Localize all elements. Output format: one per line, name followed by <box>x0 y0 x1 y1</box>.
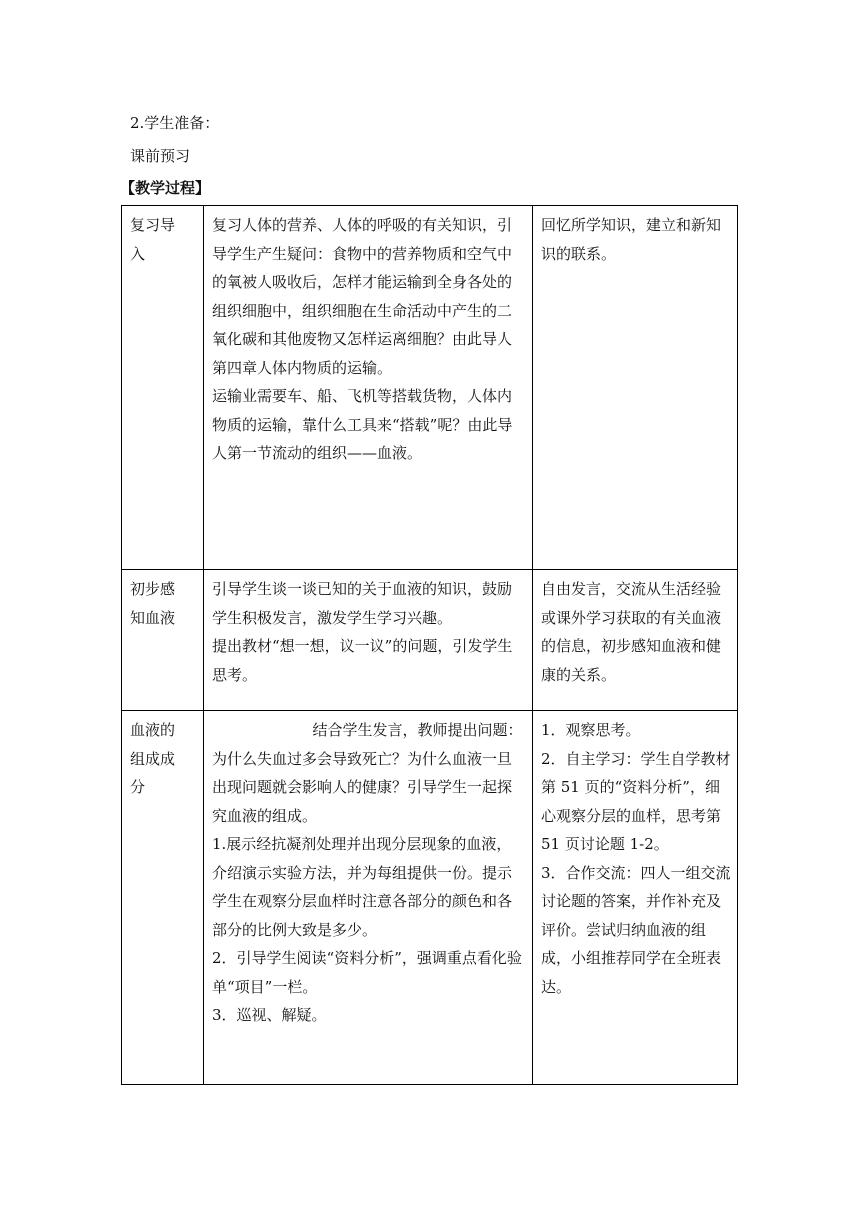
student-paragraph: 回忆所学知识，建立和新知识的联系。 <box>541 216 722 263</box>
teacher-activity-cell <box>204 711 533 1085</box>
teacher-paragraph: 提出教材“想一想，议一议”的问题，引发学生思考。 <box>212 637 513 684</box>
teacher-paragraph: 2．引导学生阅读“资料分析”，强调重点看化验单“项目”一栏。 <box>212 949 522 996</box>
student-paragraph: 1．观察思考。 <box>541 721 641 739</box>
teacher-activity-cell <box>204 206 533 570</box>
student-paragraph: 2．自主学习：学生自学教材第 51 页的“资料分析”，细心观察分层的血样，思考第 51 页讨论题 1-2。 <box>541 749 731 853</box>
teacher-paragraph: 运输业需要车、船、飞机等搭载货物，人体内物质的运输，靠什么工具来“搭载”呢？由此导人第一节流动的组织——血液。 <box>212 387 513 462</box>
stage-label: 复习导入 <box>130 216 176 263</box>
student-paragraph: 3．合作交流：四人一组交流讨论题的答案，并作补充及评价。尝试归纳血液的组成，小组推荐同学在全班表达。 <box>541 863 731 996</box>
stage-cell <box>122 570 204 711</box>
teaching-process-table <box>121 205 738 1085</box>
stage-label: 初步感知血液 <box>130 580 176 627</box>
teacher-paragraph: 3．巡视、解疑。 <box>212 1006 327 1024</box>
student-activity-cell <box>533 711 738 1085</box>
table-row <box>122 570 738 711</box>
student-activity-cell <box>533 206 738 570</box>
section-title: 【教学过程】 <box>120 179 211 197</box>
stage-cell <box>122 711 204 1085</box>
student-activity-cell <box>533 570 738 711</box>
student-preparation-heading: 2.学生准备： <box>130 114 220 132</box>
teacher-paragraph: 结合学生发言，教师提出问题：为什么失血过多会导致死亡？为什么血液一旦出现问题就会影响人的健康？引导学生一起探究血液的组成。 <box>212 721 523 825</box>
table-row <box>122 711 738 1085</box>
table-row <box>122 206 738 570</box>
teacher-paragraph: 1.展示经抗凝剂处理并出现分层现象的血液，介绍演示实验方法，并为每组提供一份。提示学生在观察分层血样时注意各部分的颜色和各部分的比例大致是多少。 <box>212 835 513 939</box>
student-paragraph: 自由发言，交流从生活经验或课外学习获取的有关血液的信息，初步感知血液和健康的关系。 <box>541 580 722 684</box>
preview-text: 课前预习 <box>130 147 191 165</box>
stage-cell <box>122 206 204 570</box>
stage-label: 血液的组成成分 <box>130 721 176 796</box>
teacher-activity-cell <box>204 570 533 711</box>
teacher-paragraph: 引导学生谈一谈已知的关于血液的知识，鼓励学生积极发言，激发学生学习兴趣。 <box>212 580 513 627</box>
teacher-paragraph: 复习人体的营养、人体的呼吸的有关知识，引导学生产生疑问：食物中的营养物质和空气中的氧被人吸收后，怎样才能运输到全身各处的组织细胞中，组织细胞在生命活动中产生的二氧化碳和其他废物又怎样运离细胞？由此导人第四章人体内物质的运输。 <box>212 216 513 377</box>
